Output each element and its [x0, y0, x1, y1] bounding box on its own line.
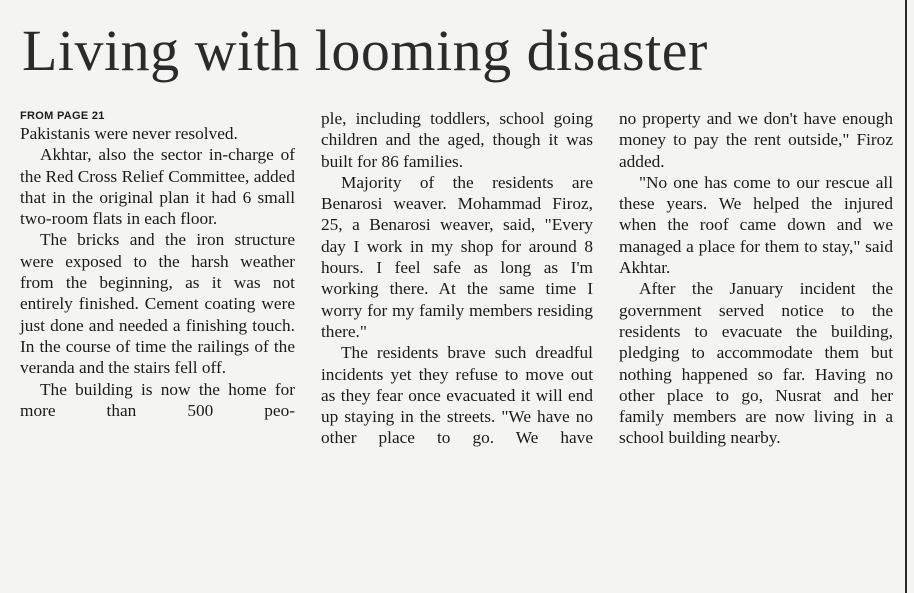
- article-column-1: [20, 110, 295, 421]
- paragraph: The bricks and the iron structure were exposed to the harsh weather from the beginning, as it was not entirely finished. Cement coating were just done and needed a finishing touch. In the course of time the railings of the veranda and the stairs fell off.: [20, 230, 295, 378]
- paragraph: The building is now the home for more than 500 peo-: [20, 379, 295, 420]
- paragraph: The residents brave such dreadful incidents yet they refuse to move out as they fear once evacuated it will end up staying in the streets. "We have no other place to go. We have: [321, 343, 593, 448]
- article-column-3: [619, 108, 893, 449]
- column-rule: [905, 0, 907, 593]
- paragraph: Akhtar, also the sector in-charge of the Red Cross Relief Committee, added that in the original plan it had 6 small two-room flats in each floor.: [20, 145, 295, 229]
- paragraph: Pakistanis were never resolved.: [20, 124, 238, 143]
- paragraph: ple, including toddlers, school going children and the aged, though it was built for 86 families.: [321, 109, 593, 171]
- headline: Living with looming disaster: [22, 18, 708, 83]
- paragraph: no property and we don't have enough money to pay the rent outside," Firoz added.: [619, 109, 893, 171]
- article-column-2: [321, 108, 593, 449]
- kicker-from-page: FROM PAGE 21: [20, 110, 105, 122]
- paragraph: Majority of the residents are Benarosi weaver. Mohammad Firoz, 25, a Benarosi weaver, said, "Every day I work in my shop for around 8 hours. I feel safe as long as I'm working there. At the same time I worry for my family members residing there.": [321, 172, 593, 341]
- paragraph: After the January incident the government served notice to the residents to evacuate the building, pledging to accommodate them but nothing happened so far. Having no other place to go, Nusrat and her family members are now living in a school building nearby.: [619, 279, 893, 448]
- paragraph: "No one has come to our rescue all these years. We helped the injured when the roof came down and we managed a place for them to stay," said Akhtar.: [619, 172, 893, 278]
